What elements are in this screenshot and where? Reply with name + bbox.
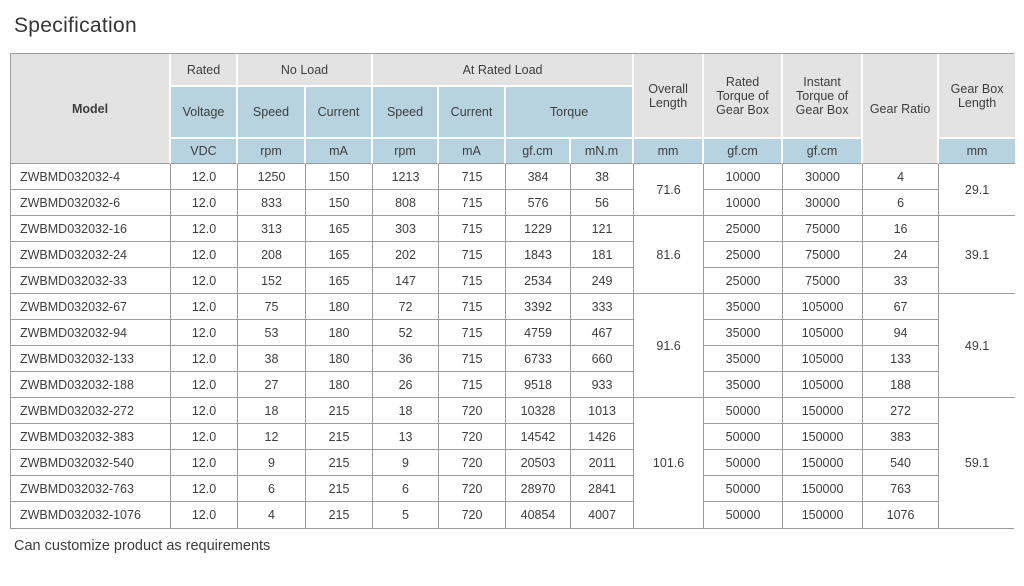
rated-torque-cell: 35000: [704, 320, 783, 346]
model-cell: ZWBMD032032-67: [11, 294, 171, 320]
torque-mnm-cell: 333: [571, 294, 634, 320]
torque-mnm-cell: 38: [571, 164, 634, 190]
model-cell: ZWBMD032032-24: [11, 242, 171, 268]
no-load-current-cell: 180: [306, 346, 373, 372]
no-load-speed-cell: 12: [238, 424, 306, 450]
rated-current-cell: 720: [439, 424, 506, 450]
no-load-speed-cell: 18: [238, 398, 306, 424]
no-load-current-cell: 180: [306, 294, 373, 320]
model-cell: ZWBMD032032-188: [11, 372, 171, 398]
torque-mnm-cell: 933: [571, 372, 634, 398]
rated-torque-cell: 35000: [704, 294, 783, 320]
footer-note: Can customize product as requirements: [14, 538, 271, 554]
no-load-speed-cell: 6: [238, 476, 306, 502]
no-load-speed-cell: 38: [238, 346, 306, 372]
voltage-cell: 12.0: [171, 268, 238, 294]
voltage-cell: 12.0: [171, 242, 238, 268]
rated-current-cell: 715: [439, 320, 506, 346]
header-no-load-group: No Load: [238, 54, 373, 87]
gear-box-length-cell: 39.1: [939, 216, 1015, 294]
torque-gfcm-cell: 40854: [506, 502, 571, 528]
rated-torque-cell: 10000: [704, 190, 783, 216]
rated-current-cell: 720: [439, 502, 506, 528]
no-load-current-cell: 215: [306, 476, 373, 502]
no-load-speed-cell: 27: [238, 372, 306, 398]
header-torque: Torque: [506, 87, 634, 139]
torque-gfcm-cell: 576: [506, 190, 571, 216]
table-row: [11, 164, 1015, 190]
torque-mnm-cell: 2011: [571, 450, 634, 476]
unit-rated-ma: mA: [439, 139, 506, 164]
overall-length-cell: 101.6: [634, 398, 704, 528]
instant-torque-cell: 105000: [783, 372, 863, 398]
table-row: [11, 502, 1015, 528]
overall-length-cell: 71.6: [634, 164, 704, 216]
torque-gfcm-cell: 2534: [506, 268, 571, 294]
torque-gfcm-cell: 1843: [506, 242, 571, 268]
header-voltage: Voltage: [171, 87, 238, 139]
model-cell: ZWBMD032032-763: [11, 476, 171, 502]
header-rated-speed: Speed: [373, 87, 439, 139]
unit-instant-torque-gfcm: gf.cm: [783, 139, 863, 164]
rated-speed-cell: 6: [373, 476, 439, 502]
overall-length-cell: 91.6: [634, 294, 704, 398]
rated-current-cell: 720: [439, 476, 506, 502]
rated-speed-cell: 303: [373, 216, 439, 242]
torque-gfcm-cell: 384: [506, 164, 571, 190]
unit-no-load-ma: mA: [306, 139, 373, 164]
rated-speed-cell: 26: [373, 372, 439, 398]
gear-ratio-cell: 94: [863, 320, 939, 346]
gear-ratio-cell: 4: [863, 164, 939, 190]
rated-speed-cell: 13: [373, 424, 439, 450]
gear-ratio-cell: 16: [863, 216, 939, 242]
unit-torque-gfcm: gf.cm: [506, 139, 571, 164]
rated-current-cell: 715: [439, 346, 506, 372]
header-at-rated-load-group: At Rated Load: [373, 54, 634, 87]
table-header: [11, 54, 1015, 164]
rated-speed-cell: 52: [373, 320, 439, 346]
voltage-cell: 12.0: [171, 320, 238, 346]
rated-current-cell: 715: [439, 190, 506, 216]
header-row-groups: [11, 54, 1015, 87]
gear-box-length-cell: 29.1: [939, 164, 1015, 216]
unit-overall-length-mm: mm: [634, 139, 704, 164]
rated-speed-cell: 808: [373, 190, 439, 216]
header-rated-torque-of-gear-box: Rated Torque of Gear Box: [704, 54, 783, 139]
instant-torque-cell: 150000: [783, 424, 863, 450]
rated-torque-cell: 25000: [704, 216, 783, 242]
voltage-cell: 12.0: [171, 450, 238, 476]
instant-torque-cell: 150000: [783, 450, 863, 476]
model-cell: ZWBMD032032-133: [11, 346, 171, 372]
torque-mnm-cell: 121: [571, 216, 634, 242]
torque-mnm-cell: 1013: [571, 398, 634, 424]
voltage-cell: 12.0: [171, 164, 238, 190]
rated-torque-cell: 50000: [704, 502, 783, 528]
instant-torque-cell: 75000: [783, 268, 863, 294]
rated-torque-cell: 10000: [704, 164, 783, 190]
header-rated-group: Rated: [171, 54, 238, 87]
header-gear-ratio: Gear Ratio: [863, 54, 939, 164]
rated-torque-cell: 50000: [704, 424, 783, 450]
torque-gfcm-cell: 1229: [506, 216, 571, 242]
unit-gear-box-length-mm: mm: [939, 139, 1015, 164]
no-load-current-cell: 165: [306, 268, 373, 294]
rated-torque-cell: 50000: [704, 476, 783, 502]
voltage-cell: 12.0: [171, 424, 238, 450]
no-load-speed-cell: 313: [238, 216, 306, 242]
unit-rated-rpm: rpm: [373, 139, 439, 164]
page-title: Specification: [14, 14, 137, 37]
no-load-speed-cell: 1250: [238, 164, 306, 190]
header-instant-torque-of-gear-box: Instant Torque of Gear Box: [783, 54, 863, 139]
no-load-speed-cell: 152: [238, 268, 306, 294]
rated-torque-cell: 50000: [704, 398, 783, 424]
rated-speed-cell: 18: [373, 398, 439, 424]
table-row: [11, 372, 1015, 398]
instant-torque-cell: 105000: [783, 320, 863, 346]
unit-vdc: VDC: [171, 139, 238, 164]
rated-current-cell: 715: [439, 372, 506, 398]
table-row: [11, 294, 1015, 320]
table-row: [11, 320, 1015, 346]
voltage-cell: 12.0: [171, 502, 238, 528]
model-cell: ZWBMD032032-1076: [11, 502, 171, 528]
instant-torque-cell: 105000: [783, 294, 863, 320]
table-row: [11, 450, 1015, 476]
model-cell: ZWBMD032032-383: [11, 424, 171, 450]
gear-ratio-cell: 540: [863, 450, 939, 476]
rated-speed-cell: 72: [373, 294, 439, 320]
header-rated-current: Current: [439, 87, 506, 139]
voltage-cell: 12.0: [171, 346, 238, 372]
rated-torque-cell: 50000: [704, 450, 783, 476]
table-row: [11, 346, 1015, 372]
instant-torque-cell: 75000: [783, 242, 863, 268]
table-row: [11, 398, 1015, 424]
rated-speed-cell: 202: [373, 242, 439, 268]
rated-speed-cell: 147: [373, 268, 439, 294]
table-row: [11, 242, 1015, 268]
instant-torque-cell: 30000: [783, 190, 863, 216]
table-row: [11, 424, 1015, 450]
gear-box-length-cell: 49.1: [939, 294, 1015, 398]
torque-mnm-cell: 56: [571, 190, 634, 216]
no-load-current-cell: 215: [306, 450, 373, 476]
gear-ratio-cell: 188: [863, 372, 939, 398]
header-model: Model: [11, 54, 171, 164]
torque-mnm-cell: 660: [571, 346, 634, 372]
instant-torque-cell: 75000: [783, 216, 863, 242]
torque-gfcm-cell: 4759: [506, 320, 571, 346]
no-load-speed-cell: 75: [238, 294, 306, 320]
torque-mnm-cell: 4007: [571, 502, 634, 528]
model-cell: ZWBMD032032-16: [11, 216, 171, 242]
no-load-current-cell: 150: [306, 164, 373, 190]
rated-current-cell: 720: [439, 398, 506, 424]
torque-mnm-cell: 181: [571, 242, 634, 268]
voltage-cell: 12.0: [171, 216, 238, 242]
rated-current-cell: 715: [439, 294, 506, 320]
torque-mnm-cell: 249: [571, 268, 634, 294]
torque-mnm-cell: 2841: [571, 476, 634, 502]
no-load-current-cell: 215: [306, 502, 373, 528]
rated-current-cell: 715: [439, 164, 506, 190]
no-load-current-cell: 215: [306, 398, 373, 424]
model-cell: ZWBMD032032-94: [11, 320, 171, 346]
unit-no-load-rpm: rpm: [238, 139, 306, 164]
model-cell: ZWBMD032032-540: [11, 450, 171, 476]
spec-table-body: [11, 164, 1015, 528]
no-load-current-cell: 180: [306, 372, 373, 398]
rated-current-cell: 715: [439, 268, 506, 294]
rated-current-cell: 715: [439, 216, 506, 242]
model-cell: ZWBMD032032-33: [11, 268, 171, 294]
unit-rated-torque-gfcm: gf.cm: [704, 139, 783, 164]
table-row: [11, 190, 1015, 216]
rated-torque-cell: 35000: [704, 346, 783, 372]
voltage-cell: 12.0: [171, 476, 238, 502]
torque-gfcm-cell: 14542: [506, 424, 571, 450]
gear-ratio-cell: 763: [863, 476, 939, 502]
specification-table: [11, 54, 1015, 528]
rated-speed-cell: 5: [373, 502, 439, 528]
no-load-speed-cell: 53: [238, 320, 306, 346]
torque-gfcm-cell: 28970: [506, 476, 571, 502]
no-load-current-cell: 215: [306, 424, 373, 450]
no-load-current-cell: 150: [306, 190, 373, 216]
gear-ratio-cell: 1076: [863, 502, 939, 528]
instant-torque-cell: 150000: [783, 502, 863, 528]
voltage-cell: 12.0: [171, 372, 238, 398]
no-load-speed-cell: 833: [238, 190, 306, 216]
gear-ratio-cell: 67: [863, 294, 939, 320]
model-cell: ZWBMD032032-6: [11, 190, 171, 216]
no-load-current-cell: 165: [306, 242, 373, 268]
gear-ratio-cell: 133: [863, 346, 939, 372]
torque-mnm-cell: 467: [571, 320, 634, 346]
rated-torque-cell: 25000: [704, 242, 783, 268]
instant-torque-cell: 150000: [783, 476, 863, 502]
instant-torque-cell: 105000: [783, 346, 863, 372]
header-gear-box-length: Gear Box Length: [939, 54, 1015, 139]
rated-current-cell: 715: [439, 242, 506, 268]
gear-ratio-cell: 24: [863, 242, 939, 268]
no-load-current-cell: 180: [306, 320, 373, 346]
model-cell: ZWBMD032032-4: [11, 164, 171, 190]
gear-box-length-cell: 59.1: [939, 398, 1015, 528]
torque-gfcm-cell: 20503: [506, 450, 571, 476]
rated-speed-cell: 36: [373, 346, 439, 372]
instant-torque-cell: 30000: [783, 164, 863, 190]
model-cell: ZWBMD032032-272: [11, 398, 171, 424]
no-load-speed-cell: 4: [238, 502, 306, 528]
torque-gfcm-cell: 3392: [506, 294, 571, 320]
gear-ratio-cell: 33: [863, 268, 939, 294]
rated-speed-cell: 1213: [373, 164, 439, 190]
rated-torque-cell: 35000: [704, 372, 783, 398]
no-load-current-cell: 165: [306, 216, 373, 242]
table-row: [11, 268, 1015, 294]
no-load-speed-cell: 9: [238, 450, 306, 476]
overall-length-cell: 81.6: [634, 216, 704, 294]
gear-ratio-cell: 6: [863, 190, 939, 216]
voltage-cell: 12.0: [171, 294, 238, 320]
gear-ratio-cell: 272: [863, 398, 939, 424]
voltage-cell: 12.0: [171, 398, 238, 424]
table-row: [11, 216, 1015, 242]
rated-current-cell: 720: [439, 450, 506, 476]
header-no-load-current: Current: [306, 87, 373, 139]
header-no-load-speed: Speed: [238, 87, 306, 139]
instant-torque-cell: 150000: [783, 398, 863, 424]
no-load-speed-cell: 208: [238, 242, 306, 268]
torque-gfcm-cell: 10328: [506, 398, 571, 424]
torque-mnm-cell: 1426: [571, 424, 634, 450]
table-row: [11, 476, 1015, 502]
gear-ratio-cell: 383: [863, 424, 939, 450]
rated-torque-cell: 25000: [704, 268, 783, 294]
torque-gfcm-cell: 9518: [506, 372, 571, 398]
unit-torque-mnm: mN.m: [571, 139, 634, 164]
torque-gfcm-cell: 6733: [506, 346, 571, 372]
rated-speed-cell: 9: [373, 450, 439, 476]
voltage-cell: 12.0: [171, 190, 238, 216]
header-overall-length: Overall Length: [634, 54, 704, 139]
specification-table-wrapper: [10, 53, 1014, 529]
